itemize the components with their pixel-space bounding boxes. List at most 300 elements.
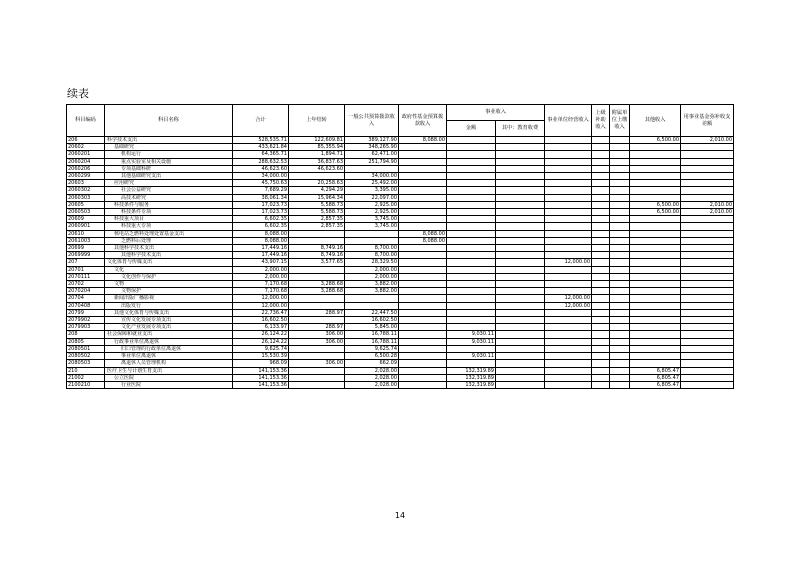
- cell-other: [630, 360, 681, 367]
- cell-empty: [610, 180, 630, 187]
- cell-other: 6,805.47: [630, 367, 681, 374]
- cell-fund: [399, 331, 447, 338]
- cell-total: 8,088.00: [233, 230, 289, 237]
- cell-code: 2060503: [67, 209, 105, 216]
- cell-fund: [399, 216, 447, 223]
- cell-other: [630, 295, 681, 302]
- table-row: [67, 309, 734, 316]
- cell-empty: [592, 209, 610, 216]
- cell-usefund: 2,010.00: [681, 201, 734, 208]
- cell-empty: [610, 338, 630, 345]
- cell-empty: [496, 281, 545, 288]
- table-row: [67, 338, 734, 345]
- cell-code: 2060901: [67, 223, 105, 230]
- cell-unit: [545, 209, 592, 216]
- cell-empty: [610, 137, 630, 144]
- table-row: [67, 173, 734, 180]
- cell-general: [345, 237, 399, 244]
- cell-biz: [447, 187, 496, 194]
- cell-name: 科学技术支出: [105, 137, 233, 144]
- cell-other: [630, 338, 681, 345]
- cell-empty: [592, 201, 610, 208]
- cell-prev: 8,749.16: [289, 245, 345, 252]
- cell-empty: [610, 317, 630, 324]
- cell-prev: 1,894.71: [289, 151, 345, 158]
- cell-biz: [447, 158, 496, 165]
- cell-fund: [399, 201, 447, 208]
- cell-code: 2069999: [67, 252, 105, 259]
- cell-prev: 122,609.81: [289, 137, 345, 144]
- cell-biz: 9,030.11: [447, 338, 496, 345]
- table-row: [67, 137, 734, 144]
- cell-total: 141,153.36: [233, 381, 289, 388]
- cell-name: 其他科学技术支出: [105, 245, 233, 252]
- cell-usefund: [681, 353, 734, 360]
- cell-empty: [592, 223, 610, 230]
- cell-other: [630, 288, 681, 295]
- cell-empty: [592, 353, 610, 360]
- cell-usefund: [681, 317, 734, 324]
- header-unit-operating: 事业单位经营收入: [545, 105, 592, 137]
- cell-general: 2,000.00: [345, 266, 399, 273]
- cell-name: 公立医院: [105, 374, 233, 381]
- cell-usefund: [681, 180, 734, 187]
- cell-usefund: [681, 252, 734, 259]
- cell-general: 22,447.50: [345, 309, 399, 316]
- cell-name: 其他文化体育与传媒支出: [105, 309, 233, 316]
- cell-name: 高技术研究: [105, 194, 233, 201]
- cell-total: 7,170.68: [233, 281, 289, 288]
- cell-general: 9,625.74: [345, 345, 399, 352]
- cell-empty: [610, 151, 630, 158]
- cell-general: 2,028.00: [345, 381, 399, 388]
- cell-total: 7,689.29: [233, 187, 289, 194]
- cell-empty: [610, 381, 630, 388]
- cell-biz: [447, 216, 496, 223]
- cell-biz: [447, 180, 496, 187]
- cell-empty: [610, 309, 630, 316]
- cell-other: [630, 309, 681, 316]
- cell-name: 科技条件与服务: [105, 201, 233, 208]
- header-prev-year: 上年结转: [289, 105, 345, 137]
- cell-empty: [610, 345, 630, 352]
- cell-fund: [399, 209, 447, 216]
- cell-empty: [496, 201, 545, 208]
- cell-empty: [610, 144, 630, 151]
- cell-total: 6,602.35: [233, 223, 289, 230]
- cell-fund: [399, 180, 447, 187]
- cell-usefund: [681, 245, 734, 252]
- cell-biz: 9,030.11: [447, 353, 496, 360]
- header-business-income: 事业收入: [447, 105, 545, 121]
- cell-fund: [399, 374, 447, 381]
- table-row: [67, 281, 734, 288]
- header-amount: 金额: [447, 121, 496, 137]
- cell-name: 核电站乏燃料处理处置基金支出: [105, 230, 233, 237]
- budget-table: [66, 104, 734, 389]
- cell-empty: [610, 194, 630, 201]
- cell-biz: [447, 295, 496, 302]
- cell-prev: [289, 374, 345, 381]
- cell-other: [630, 180, 681, 187]
- cell-biz: [447, 317, 496, 324]
- cell-empty: [610, 266, 630, 273]
- cell-other: [630, 252, 681, 259]
- table-row: [67, 353, 734, 360]
- cell-empty: [496, 353, 545, 360]
- cell-general: 8,700.00: [345, 252, 399, 259]
- cell-unit: [545, 374, 592, 381]
- cell-other: [630, 194, 681, 201]
- cell-name: 归口管理的行政单位离退休: [105, 345, 233, 352]
- cell-usefund: 2,010.00: [681, 137, 734, 144]
- cell-unit: [545, 367, 592, 374]
- cell-empty: [610, 295, 630, 302]
- cell-usefund: [681, 309, 734, 316]
- cell-total: 17,023.73: [233, 209, 289, 216]
- table-row: [67, 245, 734, 252]
- cell-usefund: [681, 158, 734, 165]
- continuation-label: 续表: [67, 87, 89, 100]
- table-row: [67, 209, 734, 216]
- cell-unit: [545, 137, 592, 144]
- cell-usefund: [681, 288, 734, 295]
- cell-name: 乏燃料后处理: [105, 237, 233, 244]
- cell-fund: [399, 165, 447, 172]
- cell-name: 文化产业发展专项支出: [105, 324, 233, 331]
- cell-code: 2060206: [67, 165, 105, 172]
- cell-empty: [496, 324, 545, 331]
- cell-name: 文化创作与保护: [105, 273, 233, 280]
- cell-code: 20805: [67, 338, 105, 345]
- cell-usefund: [681, 230, 734, 237]
- table-row: [67, 180, 734, 187]
- cell-empty: [592, 345, 610, 352]
- cell-empty: [496, 273, 545, 280]
- cell-empty: [496, 345, 545, 352]
- cell-total: 433,621.84: [233, 144, 289, 151]
- cell-name: 社会保障和就业支出: [105, 331, 233, 338]
- cell-other: [630, 245, 681, 252]
- table-row: [67, 381, 734, 388]
- cell-unit: [545, 151, 592, 158]
- cell-empty: [496, 259, 545, 266]
- cell-fund: [399, 367, 447, 374]
- cell-name: 新闻出版广播影视: [105, 295, 233, 302]
- cell-name: 医疗卫生与计划生育支出: [105, 367, 233, 374]
- cell-empty: [610, 353, 630, 360]
- cell-empty: [496, 252, 545, 259]
- cell-empty: [592, 194, 610, 201]
- cell-fund: 8,088.00: [399, 237, 447, 244]
- cell-general: [345, 230, 399, 237]
- cell-empty: [496, 317, 545, 324]
- cell-biz: [447, 137, 496, 144]
- cell-empty: [610, 259, 630, 266]
- cell-unit: [545, 345, 592, 352]
- cell-general: 3,882.00: [345, 281, 399, 288]
- cell-biz: [447, 209, 496, 216]
- cell-code: 2080503: [67, 360, 105, 367]
- table-row: [67, 223, 734, 230]
- cell-empty: [496, 187, 545, 194]
- cell-prev: 3,288.68: [289, 288, 345, 295]
- cell-code: 2060303: [67, 194, 105, 201]
- cell-unit: 12,000.00: [545, 295, 592, 302]
- table-row: [67, 259, 734, 266]
- cell-prev: 288.97: [289, 324, 345, 331]
- cell-name: 文物: [105, 281, 233, 288]
- cell-total: 141,153.36: [233, 374, 289, 381]
- cell-empty: [496, 331, 545, 338]
- cell-total: 17,023.73: [233, 201, 289, 208]
- cell-unit: [545, 237, 592, 244]
- header-edu-fee: 其中：教育收费: [496, 121, 545, 137]
- cell-empty: [496, 151, 545, 158]
- header-total: 合计: [233, 105, 289, 137]
- cell-biz: [447, 223, 496, 230]
- cell-prev: [289, 302, 345, 309]
- cell-unit: [545, 144, 592, 151]
- cell-other: [630, 151, 681, 158]
- cell-total: 15,530.39: [233, 353, 289, 360]
- cell-biz: [447, 245, 496, 252]
- cell-empty: [496, 173, 545, 180]
- cell-biz: [447, 309, 496, 316]
- cell-biz: [447, 345, 496, 352]
- cell-name: 出版发行: [105, 302, 233, 309]
- cell-fund: 8,088.00: [399, 137, 447, 144]
- cell-usefund: [681, 281, 734, 288]
- table-row: [67, 324, 734, 331]
- cell-general: 16,788.11: [345, 331, 399, 338]
- cell-fund: [399, 309, 447, 316]
- cell-fund: [399, 259, 447, 266]
- cell-general: 389,127.90: [345, 137, 399, 144]
- cell-empty: [592, 165, 610, 172]
- cell-general: 16,602.50: [345, 317, 399, 324]
- cell-empty: [592, 230, 610, 237]
- cell-empty: [496, 137, 545, 144]
- cell-other: [630, 273, 681, 280]
- cell-empty: [496, 194, 545, 201]
- cell-name: 文化: [105, 266, 233, 273]
- cell-total: 7,170.68: [233, 288, 289, 295]
- cell-code: 20605: [67, 201, 105, 208]
- cell-other: [630, 259, 681, 266]
- cell-empty: [610, 216, 630, 223]
- table-row: [67, 360, 734, 367]
- cell-name: 文物保护: [105, 288, 233, 295]
- cell-unit: [545, 173, 592, 180]
- cell-empty: [592, 180, 610, 187]
- header-name: 科目名称: [105, 105, 233, 137]
- cell-other: 6,805.47: [630, 374, 681, 381]
- cell-empty: [496, 302, 545, 309]
- cell-empty: [592, 281, 610, 288]
- cell-empty: [592, 381, 610, 388]
- cell-fund: [399, 281, 447, 288]
- cell-empty: [592, 367, 610, 374]
- cell-fund: [399, 381, 447, 388]
- cell-fund: [399, 345, 447, 352]
- cell-usefund: [681, 324, 734, 331]
- cell-biz: [447, 259, 496, 266]
- cell-other: [630, 173, 681, 180]
- cell-empty: [610, 288, 630, 295]
- table-row: [67, 144, 734, 151]
- cell-general: 662.09: [345, 360, 399, 367]
- cell-empty: [592, 252, 610, 259]
- cell-total: 12,000.00: [233, 302, 289, 309]
- cell-empty: [592, 173, 610, 180]
- cell-total: 46,623.60: [233, 165, 289, 172]
- cell-code: 20704: [67, 295, 105, 302]
- cell-other: [630, 158, 681, 165]
- cell-usefund: [681, 295, 734, 302]
- cell-empty: [496, 288, 545, 295]
- cell-unit: [545, 266, 592, 273]
- cell-name: 事业单位离退休: [105, 353, 233, 360]
- cell-general: 28,329.50: [345, 259, 399, 266]
- cell-prev: 5,588.73: [289, 209, 345, 216]
- cell-name: 行业医院: [105, 381, 233, 388]
- cell-code: 2060299: [67, 173, 105, 180]
- cell-name: 应用研究: [105, 180, 233, 187]
- cell-empty: [610, 252, 630, 259]
- cell-name: 科技重大专项: [105, 223, 233, 230]
- cell-name: 离退休人员管理机构: [105, 360, 233, 367]
- cell-total: 34,000.00: [233, 173, 289, 180]
- cell-usefund: [681, 144, 734, 151]
- cell-other: 6,500.00: [630, 209, 681, 216]
- cell-empty: [496, 237, 545, 244]
- cell-general: 2,925.00: [345, 201, 399, 208]
- cell-empty: [610, 281, 630, 288]
- cell-biz: [447, 173, 496, 180]
- cell-other: [630, 144, 681, 151]
- cell-general: [345, 302, 399, 309]
- cell-general: 34,000.00: [345, 173, 399, 180]
- cell-total: 288,632.53: [233, 158, 289, 165]
- cell-prev: 85,355.94: [289, 144, 345, 151]
- cell-fund: [399, 353, 447, 360]
- cell-empty: [592, 288, 610, 295]
- cell-empty: [592, 302, 610, 309]
- cell-empty: [610, 173, 630, 180]
- cell-general: 5,845.00: [345, 324, 399, 331]
- header-code: 科目编码: [67, 105, 105, 137]
- cell-prev: 306.00: [289, 360, 345, 367]
- cell-prev: 3,577.65: [289, 259, 345, 266]
- cell-empty: [592, 187, 610, 194]
- cell-biz: 132,319.89: [447, 381, 496, 388]
- cell-name: 其他基础研究支出: [105, 173, 233, 180]
- cell-biz: [447, 144, 496, 151]
- cell-usefund: [681, 216, 734, 223]
- cell-empty: [610, 331, 630, 338]
- cell-code: 20603: [67, 180, 105, 187]
- cell-usefund: 2,010.00: [681, 209, 734, 216]
- cell-code: 20699: [67, 245, 105, 252]
- table-row: [67, 367, 734, 374]
- cell-other: [630, 266, 681, 273]
- cell-unit: [545, 165, 592, 172]
- cell-empty: [592, 266, 610, 273]
- cell-prev: [289, 353, 345, 360]
- table-row: [67, 151, 734, 158]
- cell-usefund: [681, 331, 734, 338]
- cell-prev: 2,857.35: [289, 223, 345, 230]
- cell-general: [345, 295, 399, 302]
- cell-unit: [545, 216, 592, 223]
- cell-biz: [447, 237, 496, 244]
- cell-total: 26,124.22: [233, 338, 289, 345]
- cell-code: 2079903: [67, 324, 105, 331]
- cell-name: 机构运行: [105, 151, 233, 158]
- table-row: [67, 194, 734, 201]
- cell-code: 206: [67, 137, 105, 144]
- cell-total: 141,153.36: [233, 367, 289, 374]
- cell-total: 528,535.71: [233, 137, 289, 144]
- cell-prev: 46,623.60: [289, 165, 345, 172]
- cell-other: [630, 223, 681, 230]
- cell-prev: [289, 367, 345, 374]
- cell-unit: [545, 230, 592, 237]
- cell-other: [630, 165, 681, 172]
- cell-empty: [496, 374, 545, 381]
- cell-unit: [545, 158, 592, 165]
- table-row: [67, 237, 734, 244]
- cell-total: 8,088.00: [233, 237, 289, 244]
- cell-empty: [496, 381, 545, 388]
- cell-usefund: [681, 266, 734, 273]
- cell-empty: [610, 237, 630, 244]
- cell-empty: [610, 302, 630, 309]
- cell-code: 2060302: [67, 187, 105, 194]
- cell-code: 20610: [67, 230, 105, 237]
- cell-code: 210: [67, 367, 105, 374]
- cell-total: 2,000.00: [233, 273, 289, 280]
- cell-fund: [399, 295, 447, 302]
- cell-empty: [496, 266, 545, 273]
- cell-usefund: [681, 194, 734, 201]
- cell-total: 2,000.00: [233, 266, 289, 273]
- header-affiliate-income: 附属单位上缴收入: [610, 105, 630, 137]
- cell-unit: 12,000.00: [545, 259, 592, 266]
- cell-empty: [496, 144, 545, 151]
- cell-empty: [592, 273, 610, 280]
- cell-other: [630, 331, 681, 338]
- cell-name: 文化体育与传媒支出: [105, 259, 233, 266]
- header-fund-budget: 政府性基金预算拨款收入: [399, 105, 447, 137]
- cell-empty: [610, 209, 630, 216]
- cell-other: 6,805.47: [630, 381, 681, 388]
- cell-other: 6,500.00: [630, 137, 681, 144]
- cell-total: 38,061.34: [233, 194, 289, 201]
- table-row: [67, 216, 734, 223]
- cell-general: 6,500.28: [345, 353, 399, 360]
- cell-unit: [545, 187, 592, 194]
- cell-empty: [592, 144, 610, 151]
- cell-general: 2,000.00: [345, 273, 399, 280]
- cell-total: 17,449.16: [233, 252, 289, 259]
- cell-name: 其他科学技术支出: [105, 252, 233, 259]
- cell-empty: [610, 374, 630, 381]
- cell-other: [630, 317, 681, 324]
- cell-empty: [592, 324, 610, 331]
- cell-name: 社会公益研究: [105, 187, 233, 194]
